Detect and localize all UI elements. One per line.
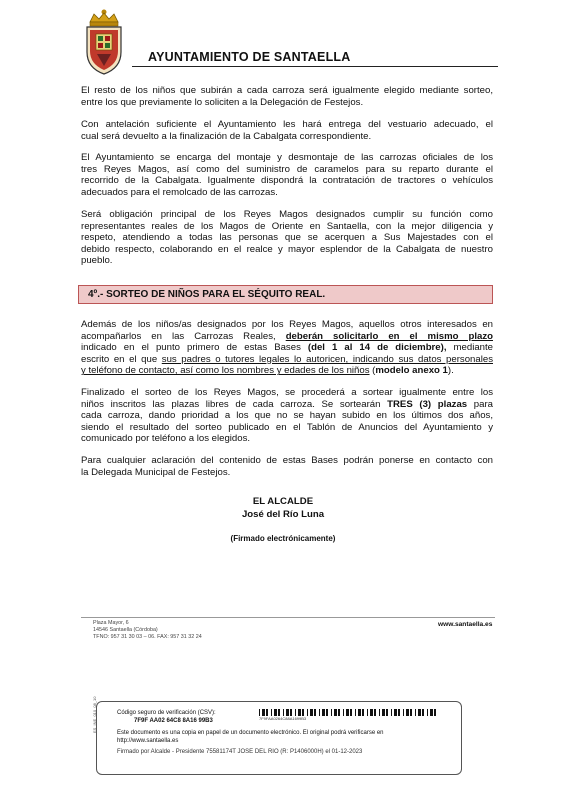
barcode-bar (283, 709, 284, 716)
barcode-bar (370, 709, 373, 716)
barcode-bar (430, 709, 433, 716)
text-run: acompañarlos en las Carrozas Reales, (81, 330, 286, 342)
barcode-bar (434, 709, 436, 716)
text-line: Además de los niños/as designados por los Reyes Magos, aquellos otros interesados en (81, 319, 493, 330)
text-line: tres Reyes Magos, así como del suministro de caramelos para su reparto durante el (81, 163, 493, 175)
barcode-bar (406, 709, 409, 716)
footer-divider (81, 617, 495, 618)
barcode-bar (314, 709, 316, 716)
footer-phone: TFNO: 957 31 30 03 – 06. FAX: 957 31 32 24 (93, 634, 202, 640)
text-line: debido respecto, colaborando en el realce y mayor esplendor de la Cabalgata de nuestro (81, 243, 493, 255)
barcode-bar (391, 709, 392, 716)
barcode-bar (355, 709, 356, 716)
barcode-bar (310, 709, 313, 716)
barcode-bar (286, 709, 289, 716)
text-line (81, 342, 493, 354)
barcode-bar (290, 709, 292, 716)
barcode-bar (295, 709, 296, 716)
paragraph-draw (81, 387, 493, 445)
barcode-bar (343, 709, 344, 716)
text-line: Con antelación suficiente el Ayuntamiento les hará entrega del vestuario adecuado, el (81, 119, 493, 130)
text-line: El Ayuntamiento se encarga del montaje y desmontaje de las carrozas oficiales de los (81, 152, 493, 163)
paragraph-contact (81, 455, 493, 478)
emphasis-annex: modelo anexo 1 (375, 365, 448, 377)
text-line: respeto, atendiendo a todas las personas que se acerquen a Sus Majestades con el (81, 232, 493, 244)
barcode-bar (298, 709, 301, 716)
emphasis-deadline: deberán solicitarlo en el mismo plazo (285, 330, 493, 342)
section-title: 4º.- SORTEO DE NIÑOS PARA EL SÉQUITO REAL. (88, 289, 326, 300)
barcode-text: 7F9FAA0264C88A1699B3 (259, 716, 307, 721)
barcode-bar (382, 709, 385, 716)
barcode-bar (259, 709, 260, 716)
side-document-code: ES_INE_010_08_10 (92, 696, 97, 733)
paragraph-floats-assembly (81, 152, 493, 198)
barcode-bar (427, 709, 428, 716)
barcode-bar (403, 709, 404, 716)
text-line: Finalizado el sorteo de los Reyes Magos, se procederá a sortear igualmente entre los (81, 387, 493, 398)
barcode-bar (374, 709, 376, 716)
barcode-bar (271, 709, 272, 716)
text-line: Para cualquier aclaración del contenido de estas Bases podrán ponerse en contacto con (81, 455, 493, 466)
barcode-bar (350, 709, 352, 716)
barcode-bar (386, 709, 388, 716)
barcode-bar (394, 709, 397, 716)
verify-url-link[interactable]: http://www.santaella.es (117, 738, 179, 744)
barcode-bar (302, 709, 304, 716)
text-line: cada carroza, dando prioridad a los que no se hayan subido en los últimos dos años, (81, 410, 493, 422)
text-line: El resto de los niños que subirán a cada carroza será igualmente elegido mediante sorteo, (81, 85, 493, 96)
emphasis-contact: y teléfono de contacto, así como los nombres y edades de los niños (81, 365, 370, 377)
paragraph-costume (81, 119, 493, 142)
barcode-bar (322, 709, 325, 716)
footer-address-line: 14546 Santaella (Córdoba) (93, 627, 158, 633)
text-run: mediante (446, 342, 493, 354)
csv-label: Código seguro de verificación (CSV): (117, 710, 216, 716)
barcode-bar (278, 709, 280, 716)
text-line: recorrido de la Cabalgata. Igualmente dispondrá la contratación de tractores o vehículos (81, 175, 493, 187)
council-name: AYUNTAMIENTO DE SANTAELLA (148, 50, 351, 64)
barcode-bar (418, 709, 421, 716)
barcode-bar (422, 709, 424, 716)
barcode-icon (259, 709, 439, 716)
barcode-bar (262, 709, 265, 716)
barcode-bar (307, 709, 308, 716)
emphasis-dates: (del 1 al 14 de diciembre), (307, 342, 447, 354)
text-run: para (467, 398, 493, 410)
barcode-bar (266, 709, 268, 716)
text-line: cual será devuelto a la finalización de la Cabalgata correspondiente. (81, 130, 372, 142)
barcode-bar (346, 709, 349, 716)
text-run: ( (369, 365, 376, 377)
barcode-bar (331, 709, 332, 716)
text-line: siendo el resultado del sorteo publicado en el Tablón de Anuncios del Ayuntamiento y (81, 421, 493, 433)
text-line: la Delegada Municipal de Festejos. (81, 466, 231, 478)
signed-by-line: Firmado por Alcalde - Presidente 75581174T JOSE DEL RIO (R: P1406000H) el 01-12-2023 (117, 749, 363, 755)
signed-electronically-note: (Firmado electrónicamente) (230, 534, 336, 543)
text-line: entre los que previamente lo soliciten a la Delegación de Festejos. (81, 96, 364, 108)
barcode-bar (367, 709, 368, 716)
text-line: comunicado por teléfono a los elegidos. (81, 433, 251, 445)
header-divider (132, 66, 498, 67)
barcode-bar (410, 709, 412, 716)
emphasis-places: TRES (3) plazas (387, 398, 468, 410)
barcode-bar (358, 709, 361, 716)
text-line: adecuados para el remolcado de las carrozas. (81, 186, 278, 198)
barcode-bar (362, 709, 364, 716)
barcode-bar (338, 709, 340, 716)
csv-code: 7F9F AA02 64C8 8A16 99B3 (134, 718, 213, 724)
text-line (81, 399, 493, 411)
footer-address-line: Plaza Mayor, 6 (93, 620, 129, 626)
barcode-bar (379, 709, 380, 716)
text-line: Será obligación principal de los Reyes Magos designados cumplir su función como (81, 209, 493, 220)
signer-role: EL ALCALDE (252, 496, 314, 507)
signer-name: José del Río Luna (241, 509, 325, 520)
barcode-bar (326, 709, 328, 716)
text-run: niños inscritos las plazas libres de cada carroza. Se sortearán (81, 398, 388, 410)
paragraph-carroza-children (81, 85, 493, 108)
copy-note: Este documento es una copia en papel de un documento electrónico. El original podrá verificarse en (117, 730, 384, 736)
text-line (81, 365, 493, 377)
barcode-bar (415, 709, 416, 716)
footer-website-link[interactable]: www.santaella.es (438, 621, 493, 628)
text-line (81, 354, 493, 366)
text-run: ). (447, 365, 454, 377)
barcode-bar (398, 709, 400, 716)
text-line (81, 331, 493, 343)
barcode-bar (274, 709, 277, 716)
text-line: representantes reales de los Magos de Oriente en Santaella, con la mejor diligencia y (81, 220, 493, 232)
text-run: indicado en el punto primero de estas Bases (81, 342, 308, 354)
text-run: escrito en el que (81, 353, 162, 365)
text-line: pueblo. (81, 255, 113, 267)
barcode-bar (334, 709, 337, 716)
paragraph-kings-obligation (81, 209, 493, 267)
paragraph-application (81, 319, 493, 377)
council-crest-icon (82, 8, 126, 76)
barcode-bar (319, 709, 320, 716)
emphasis-authorization: sus padres o tutores legales lo autoricen, indicando sus datos personales (161, 353, 493, 365)
